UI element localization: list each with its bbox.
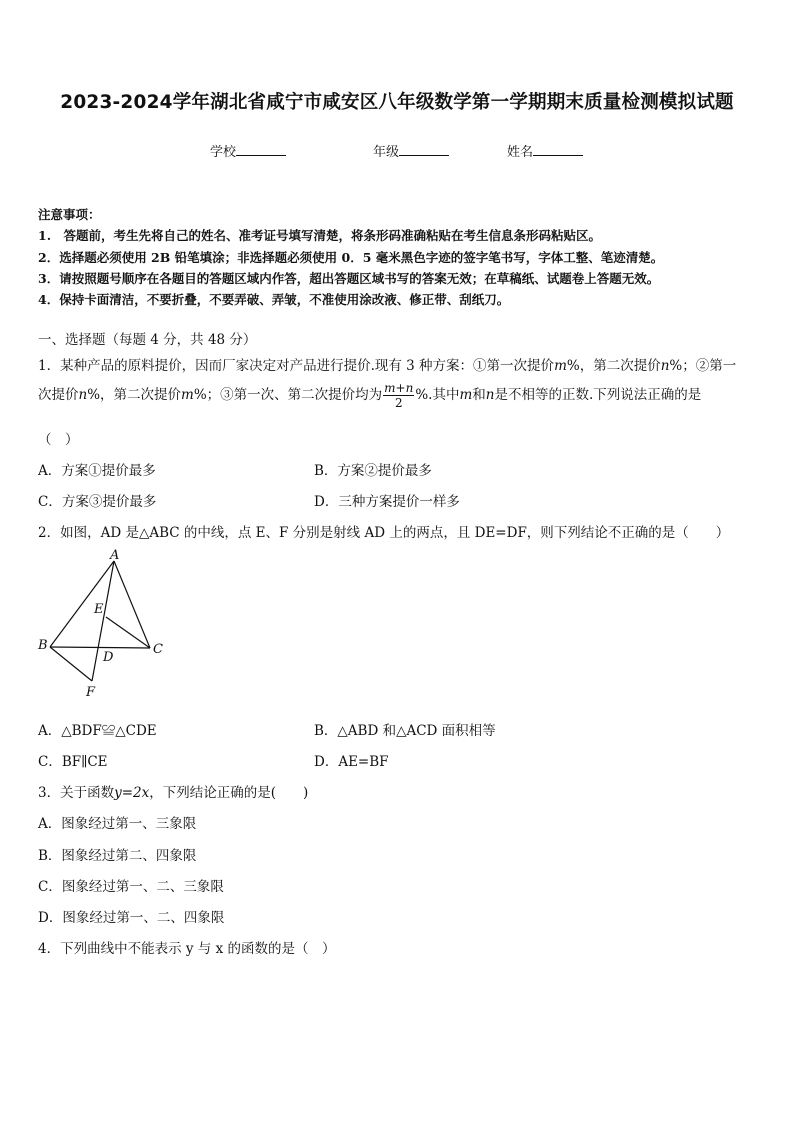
q1-option-c[interactable]: C．方案③提价最多	[38, 494, 157, 510]
note-item: 1. 答题前，考生先将自己的姓名、准考证号填写清楚，将条形码准确粘贴在考生信息条形码粘贴区。	[38, 228, 602, 243]
triangle-figure	[30, 545, 180, 705]
school-label: 学校	[210, 145, 237, 160]
q1-option-b[interactable]: B．方案②提价最多	[314, 463, 432, 479]
q1-option-d[interactable]: D．三种方案提价一样多	[314, 494, 460, 510]
name-field[interactable]	[507, 141, 583, 160]
fraction	[383, 381, 414, 410]
label-b: B	[38, 638, 48, 653]
label-d: D	[103, 650, 114, 665]
q2-option-b[interactable]: B．△ABD 和△ACD 面积相等	[314, 723, 496, 739]
q1-text: %，第二次提价	[87, 387, 182, 403]
q3-stem	[38, 781, 308, 801]
q1-option-a[interactable]: A．方案①提价最多	[38, 463, 156, 479]
q3-text: 3．关于函数	[38, 785, 115, 801]
q1-line1	[38, 354, 736, 374]
function-expression: y=2x	[114, 785, 150, 801]
segment-ab	[50, 561, 114, 647]
var-m: m	[459, 387, 473, 403]
q3-option-d[interactable]: D．图象经过第一、二、四象限	[38, 910, 225, 926]
grade-label: 年级	[373, 145, 400, 160]
q1-text: %；②第一	[669, 358, 737, 374]
var-m: m	[554, 358, 567, 374]
var-n: n	[485, 387, 495, 403]
q3-option-b[interactable]: B．图象经过第二、四象限	[38, 848, 197, 864]
name-label: 姓名	[507, 145, 534, 160]
note-item: 3．请按照题号顺序在各题目的答题区域内作答，超出答题区域书写的答案无效；在草稿纸、试题卷上答题无效。	[38, 271, 660, 286]
note-item: 2．选择题必须使用 2B 铅笔填涂；非选择题必须使用 0．5 毫米黑色字迹的签字笔书写，字体工整、笔迹清楚。	[38, 250, 664, 265]
page-title: 2023-2024学年湖北省咸宁市咸安区八年级数学第一学期期末质量检测模拟试题	[60, 92, 734, 113]
var-n: n	[78, 387, 88, 403]
var-m: m	[181, 387, 194, 403]
q2-option-d[interactable]: D．AE=BF	[314, 754, 389, 770]
q2-stem: 2．如图，AD 是△ABC 的中线，点 E、F 分别是射线 AD 上的两点，且 DE=DF，则下列结论不正确的是（ ）	[38, 525, 730, 541]
q2-option-a[interactable]: A．△BDF≌△CDE	[38, 723, 157, 739]
q1-text: 是不相等的正数.下列说法正确的是	[494, 387, 702, 403]
q1-text: 次提价	[38, 387, 79, 403]
var-n: n	[660, 358, 670, 374]
segment-bc	[50, 647, 150, 648]
grade-field[interactable]	[373, 141, 449, 160]
school-field[interactable]	[210, 141, 286, 160]
label-e: E	[94, 602, 104, 617]
label-f: F	[86, 685, 96, 700]
label-c: C	[153, 642, 163, 657]
q3-text: ，下列结论正确的是( )	[149, 785, 309, 801]
note-item: 4．保持卡面清洁，不要折叠，不要弄破、弄皱，不准使用涂改液、修正带、刮纸刀。	[38, 292, 510, 307]
q3-option-a[interactable]: A．图象经过第一、三象限	[38, 816, 197, 832]
fraction-denominator: 2	[394, 396, 403, 410]
fraction-numerator: m+n	[384, 381, 414, 395]
q1-text: 和	[472, 387, 486, 403]
q1-line2	[38, 381, 701, 410]
q1-text: %；③第一次、第二次提价均为	[193, 387, 383, 403]
grade-blank[interactable]	[399, 143, 449, 156]
section-heading: 一、选择题（每题 4 分，共 48 分）	[38, 332, 257, 348]
q1-answer-bracket: （ ）	[38, 432, 79, 448]
q2-option-c[interactable]: C．BF∥CE	[38, 754, 108, 770]
segment-bf	[50, 647, 92, 681]
name-blank[interactable]	[533, 143, 583, 156]
q4-stem: 4．下列曲线中不能表示 y 与 x 的函数的是（ ）	[38, 941, 336, 957]
q1-text: %，第二次提价	[566, 358, 661, 374]
q1-text: 1．某种产品的原料提价，因而厂家决定对产品进行提价.现有 3 种方案：①第一次提价	[38, 358, 555, 374]
notes-heading: 注意事项：	[38, 207, 101, 222]
q3-option-c[interactable]: C．图象经过第一、二、三象限	[38, 879, 224, 895]
label-a: A	[110, 548, 120, 563]
q1-text: %.其中	[415, 387, 460, 403]
school-blank[interactable]	[236, 143, 286, 156]
